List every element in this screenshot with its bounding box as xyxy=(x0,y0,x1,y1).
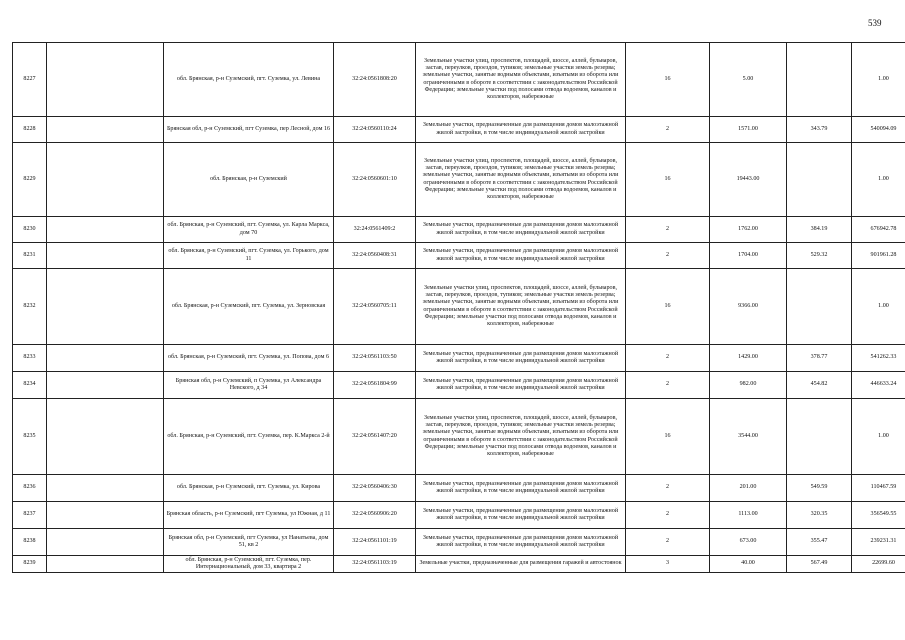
table-row xyxy=(13,399,905,475)
address-cell: Брянская обл, р-н Суземский, пгт Суземка, ул Нанатьева, дом 51, кв 2 xyxy=(164,529,334,556)
cadastral-value-cell: 901961.28 xyxy=(852,243,905,269)
cadastral-number-cell: 32:24:0560705:11 xyxy=(334,269,416,345)
table-row xyxy=(13,243,905,269)
cadastral-value-cell: 1.00 xyxy=(852,269,905,345)
cadastral-number-cell: 32:24:0561804:99 xyxy=(334,372,416,399)
specific-value-cell: 384.19 xyxy=(787,217,852,243)
specific-value-cell xyxy=(787,143,852,217)
permitted-use-cell: Земельные участки, предназначенные для размещения домов малоэтажной жилой застройки, в том числе индивидуальной жилой застройки xyxy=(416,502,626,529)
area-cell: 1429.00 xyxy=(710,345,787,372)
use-category-cell: 16 xyxy=(626,269,710,345)
use-category-cell: 2 xyxy=(626,475,710,502)
row-number-cell: 8230 xyxy=(13,217,47,243)
address-cell: обл. Брянская, р-н Суземский, пгт. Суземка, ул. Карла Маркса, дом 70 xyxy=(164,217,334,243)
use-category-cell: 3 xyxy=(626,556,710,573)
cadastral-number-cell: 32:24:0560406:30 xyxy=(334,475,416,502)
area-cell: 3544.00 xyxy=(710,399,787,475)
cadastral-value-cell: 676942.78 xyxy=(852,217,905,243)
use-category-cell: 16 xyxy=(626,43,710,117)
address-cell: обл. Брянская, р-н Суземский, пгт. Суземка, ул. Кирова xyxy=(164,475,334,502)
area-cell: 19443.00 xyxy=(710,143,787,217)
cadastral-value-cell: 540094.09 xyxy=(852,117,905,143)
table-row xyxy=(13,502,905,529)
cadastral-number-cell: 32:24:0561407:20 xyxy=(334,399,416,475)
table-row xyxy=(13,529,905,556)
cadastral-number-cell: 32:24:0561103:50 xyxy=(334,345,416,372)
empty-cell xyxy=(47,43,164,117)
cadastral-number-cell: 32:24:0561808:20 xyxy=(334,43,416,117)
cadastral-number-cell: 32:24:0561101:19 xyxy=(334,529,416,556)
use-category-cell: 2 xyxy=(626,243,710,269)
empty-cell xyxy=(47,269,164,345)
specific-value-cell xyxy=(787,43,852,117)
address-cell: Брянская обл, р-н Суземский, п Суземка, ул Александра Невского, д 34 xyxy=(164,372,334,399)
empty-cell xyxy=(47,217,164,243)
empty-cell xyxy=(47,117,164,143)
table-row xyxy=(13,556,905,573)
cadastral-value-cell: 356549.55 xyxy=(852,502,905,529)
table-row xyxy=(13,345,905,372)
land-register-table xyxy=(12,42,905,573)
table-row xyxy=(13,143,905,217)
table-row xyxy=(13,269,905,345)
use-category-cell: 2 xyxy=(626,117,710,143)
row-number-cell: 8238 xyxy=(13,529,47,556)
table-body xyxy=(13,43,905,573)
address-cell: обл. Брянская, р-н Суземский, пгт. Суземка, пер. Интернациональный, дом 33, квартира 2 xyxy=(164,556,334,573)
permitted-use-cell: Земельные участки улиц, проспектов, площадей, шоссе, аллей, бульваров, застав, переулков, проездов, тупиков; земельные участки земель резерва; земельные участки, занятые водными объектами, изъятыми из оборота или ограниченными в обороте в соответствии с законодательством Российской Федерации; земельные участки под полосами отвода водоемов, каналов и коллекторов, набережные xyxy=(416,143,626,217)
row-number-cell: 8232 xyxy=(13,269,47,345)
specific-value-cell: 320.35 xyxy=(787,502,852,529)
row-number-cell: 8235 xyxy=(13,399,47,475)
permitted-use-cell: Земельные участки, предназначенные для размещения домов малоэтажной жилой застройки, в том числе индивидуальной жилой застройки xyxy=(416,529,626,556)
area-cell: 201.00 xyxy=(710,475,787,502)
area-cell: 1762.00 xyxy=(710,217,787,243)
cadastral-number-cell: 32:24:0561409:2 xyxy=(334,217,416,243)
table-row xyxy=(13,217,905,243)
permitted-use-cell: Земельные участки, предназначенные для размещения домов малоэтажной жилой застройки, в том числе индивидуальной жилой застройки xyxy=(416,345,626,372)
specific-value-cell xyxy=(787,269,852,345)
cadastral-value-cell: 22699.60 xyxy=(852,556,905,573)
area-cell: 1704.00 xyxy=(710,243,787,269)
address-cell: обл. Брянская, р-н Суземский, пгт. Суземка, пер. К.Маркса 2-й xyxy=(164,399,334,475)
use-category-cell: 2 xyxy=(626,345,710,372)
row-number-cell: 8229 xyxy=(13,143,47,217)
specific-value-cell: 567.49 xyxy=(787,556,852,573)
row-number-cell: 8231 xyxy=(13,243,47,269)
empty-cell xyxy=(47,475,164,502)
use-category-cell: 16 xyxy=(626,143,710,217)
empty-cell xyxy=(47,502,164,529)
cadastral-value-cell: 1.00 xyxy=(852,43,905,117)
table-row xyxy=(13,43,905,117)
empty-cell xyxy=(47,143,164,217)
cadastral-number-cell: 32:24:0560601:10 xyxy=(334,143,416,217)
specific-value-cell: 529.32 xyxy=(787,243,852,269)
row-number-cell: 8227 xyxy=(13,43,47,117)
area-cell: 40.00 xyxy=(710,556,787,573)
use-category-cell: 16 xyxy=(626,399,710,475)
specific-value-cell: 378.77 xyxy=(787,345,852,372)
permitted-use-cell: Земельные участки улиц, проспектов, площадей, шоссе, аллей, бульваров, застав, переулков, проездов, тупиков; земельные участки земель резерва; земельные участки, занятые водными объектами, изъятыми из оборота или ограниченными в обороте в соответствии с законодательством Российской Федерации; земельные участки под полосами отвода водоемов, каналов и коллекторов, набережные xyxy=(416,43,626,117)
area-cell: 1113.00 xyxy=(710,502,787,529)
cadastral-value-cell: 446633.24 xyxy=(852,372,905,399)
address-cell: Брянская обл, р-н Суземский, пгт Суземка, пер Лесной, дом 16 xyxy=(164,117,334,143)
row-number-cell: 8228 xyxy=(13,117,47,143)
specific-value-cell: 454.82 xyxy=(787,372,852,399)
row-number-cell: 8239 xyxy=(13,556,47,573)
cadastral-number-cell: 32:24:0560110:24 xyxy=(334,117,416,143)
area-cell: 673.00 xyxy=(710,529,787,556)
area-cell: 1571.00 xyxy=(710,117,787,143)
cadastral-number-cell: 32:24:0561103:19 xyxy=(334,556,416,573)
address-cell: обл. Брянская, р-н Суземский xyxy=(164,143,334,217)
cadastral-value-cell: 1.00 xyxy=(852,143,905,217)
table-row xyxy=(13,117,905,143)
permitted-use-cell: Земельные участки улиц, проспектов, площадей, шоссе, аллей, бульваров, застав, переулков, проездов, тупиков; земельные участки земель резерва; земельные участки, занятые водными объектами, изъятыми из оборота или ограниченными в обороте в соответствии с законодательством Российской Федерации; земельные участки под полосами отвода водоемов, каналов и коллекторов, набережные xyxy=(416,269,626,345)
cadastral-number-cell: 32:24:0560408:31 xyxy=(334,243,416,269)
area-cell: 982.00 xyxy=(710,372,787,399)
row-number-cell: 8234 xyxy=(13,372,47,399)
table-row xyxy=(13,372,905,399)
empty-cell xyxy=(47,372,164,399)
specific-value-cell: 355.47 xyxy=(787,529,852,556)
use-category-cell: 2 xyxy=(626,529,710,556)
cadastral-value-cell: 110467.59 xyxy=(852,475,905,502)
permitted-use-cell: Земельные участки, предназначенные для размещения домов малоэтажной жилой застройки, в том числе индивидуальной жилой застройки xyxy=(416,217,626,243)
row-number-cell: 8236 xyxy=(13,475,47,502)
empty-cell xyxy=(47,345,164,372)
permitted-use-cell: Земельные участки, предназначенные для размещения домов малоэтажной жилой застройки, в том числе индивидуальной жилой застройки xyxy=(416,243,626,269)
row-number-cell: 8233 xyxy=(13,345,47,372)
permitted-use-cell: Земельные участки, предназначенные для размещения домов малоэтажной жилой застройки, в том числе индивидуальной жилой застройки xyxy=(416,117,626,143)
address-cell: обл. Брянская, р-н Суземский, пгт. Суземка, ул. Зерновская xyxy=(164,269,334,345)
empty-cell xyxy=(47,529,164,556)
use-category-cell: 2 xyxy=(626,502,710,529)
specific-value-cell: 549.59 xyxy=(787,475,852,502)
use-category-cell: 2 xyxy=(626,372,710,399)
cadastral-number-cell: 32:24:0560906:20 xyxy=(334,502,416,529)
address-cell: обл. Брянская, р-н Суземский, пгт. Суземка, ул. Левина xyxy=(164,43,334,117)
table-row xyxy=(13,475,905,502)
cadastral-value-cell: 1.00 xyxy=(852,399,905,475)
cadastral-value-cell: 541262.33 xyxy=(852,345,905,372)
page-number: 539 xyxy=(868,18,882,28)
row-number-cell: 8237 xyxy=(13,502,47,529)
area-cell: 9366.00 xyxy=(710,269,787,345)
empty-cell xyxy=(47,243,164,269)
permitted-use-cell: Земельные участки улиц, проспектов, площадей, шоссе, аллей, бульваров, застав, переулков, проездов, тупиков; земельные участки земель резерва; земельные участки, занятые водными объектами, изъятыми из оборота или ограниченными в обороте в соответствии с законодательством Российской Федерации; земельные участки под полосами отвода водоемов, каналов и коллекторов, набережные xyxy=(416,399,626,475)
address-cell: Брянская область, р-н Суземский, пгт Суземка, ул Южная, д 11 xyxy=(164,502,334,529)
permitted-use-cell: Земельные участки, предназначенные для размещения гаражей и автостоянок xyxy=(416,556,626,573)
permitted-use-cell: Земельные участки, предназначенные для размещения домов малоэтажной жилой застройки, в том числе индивидуальной жилой застройки xyxy=(416,475,626,502)
area-cell: 5.00 xyxy=(710,43,787,117)
permitted-use-cell: Земельные участки, предназначенные для размещения домов малоэтажной жилой застройки, в том числе индивидуальной жилой застройки xyxy=(416,372,626,399)
empty-cell xyxy=(47,399,164,475)
use-category-cell: 2 xyxy=(626,217,710,243)
address-cell: обл. Брянская, р-н Суземский, пгт. Суземка, ул. Горького, дом 11 xyxy=(164,243,334,269)
specific-value-cell: 343.79 xyxy=(787,117,852,143)
specific-value-cell xyxy=(787,399,852,475)
address-cell: обл. Брянская, р-н Суземский, пгт. Суземка, ул. Попова, дом 6 xyxy=(164,345,334,372)
empty-cell xyxy=(47,556,164,573)
cadastral-value-cell: 239231.31 xyxy=(852,529,905,556)
